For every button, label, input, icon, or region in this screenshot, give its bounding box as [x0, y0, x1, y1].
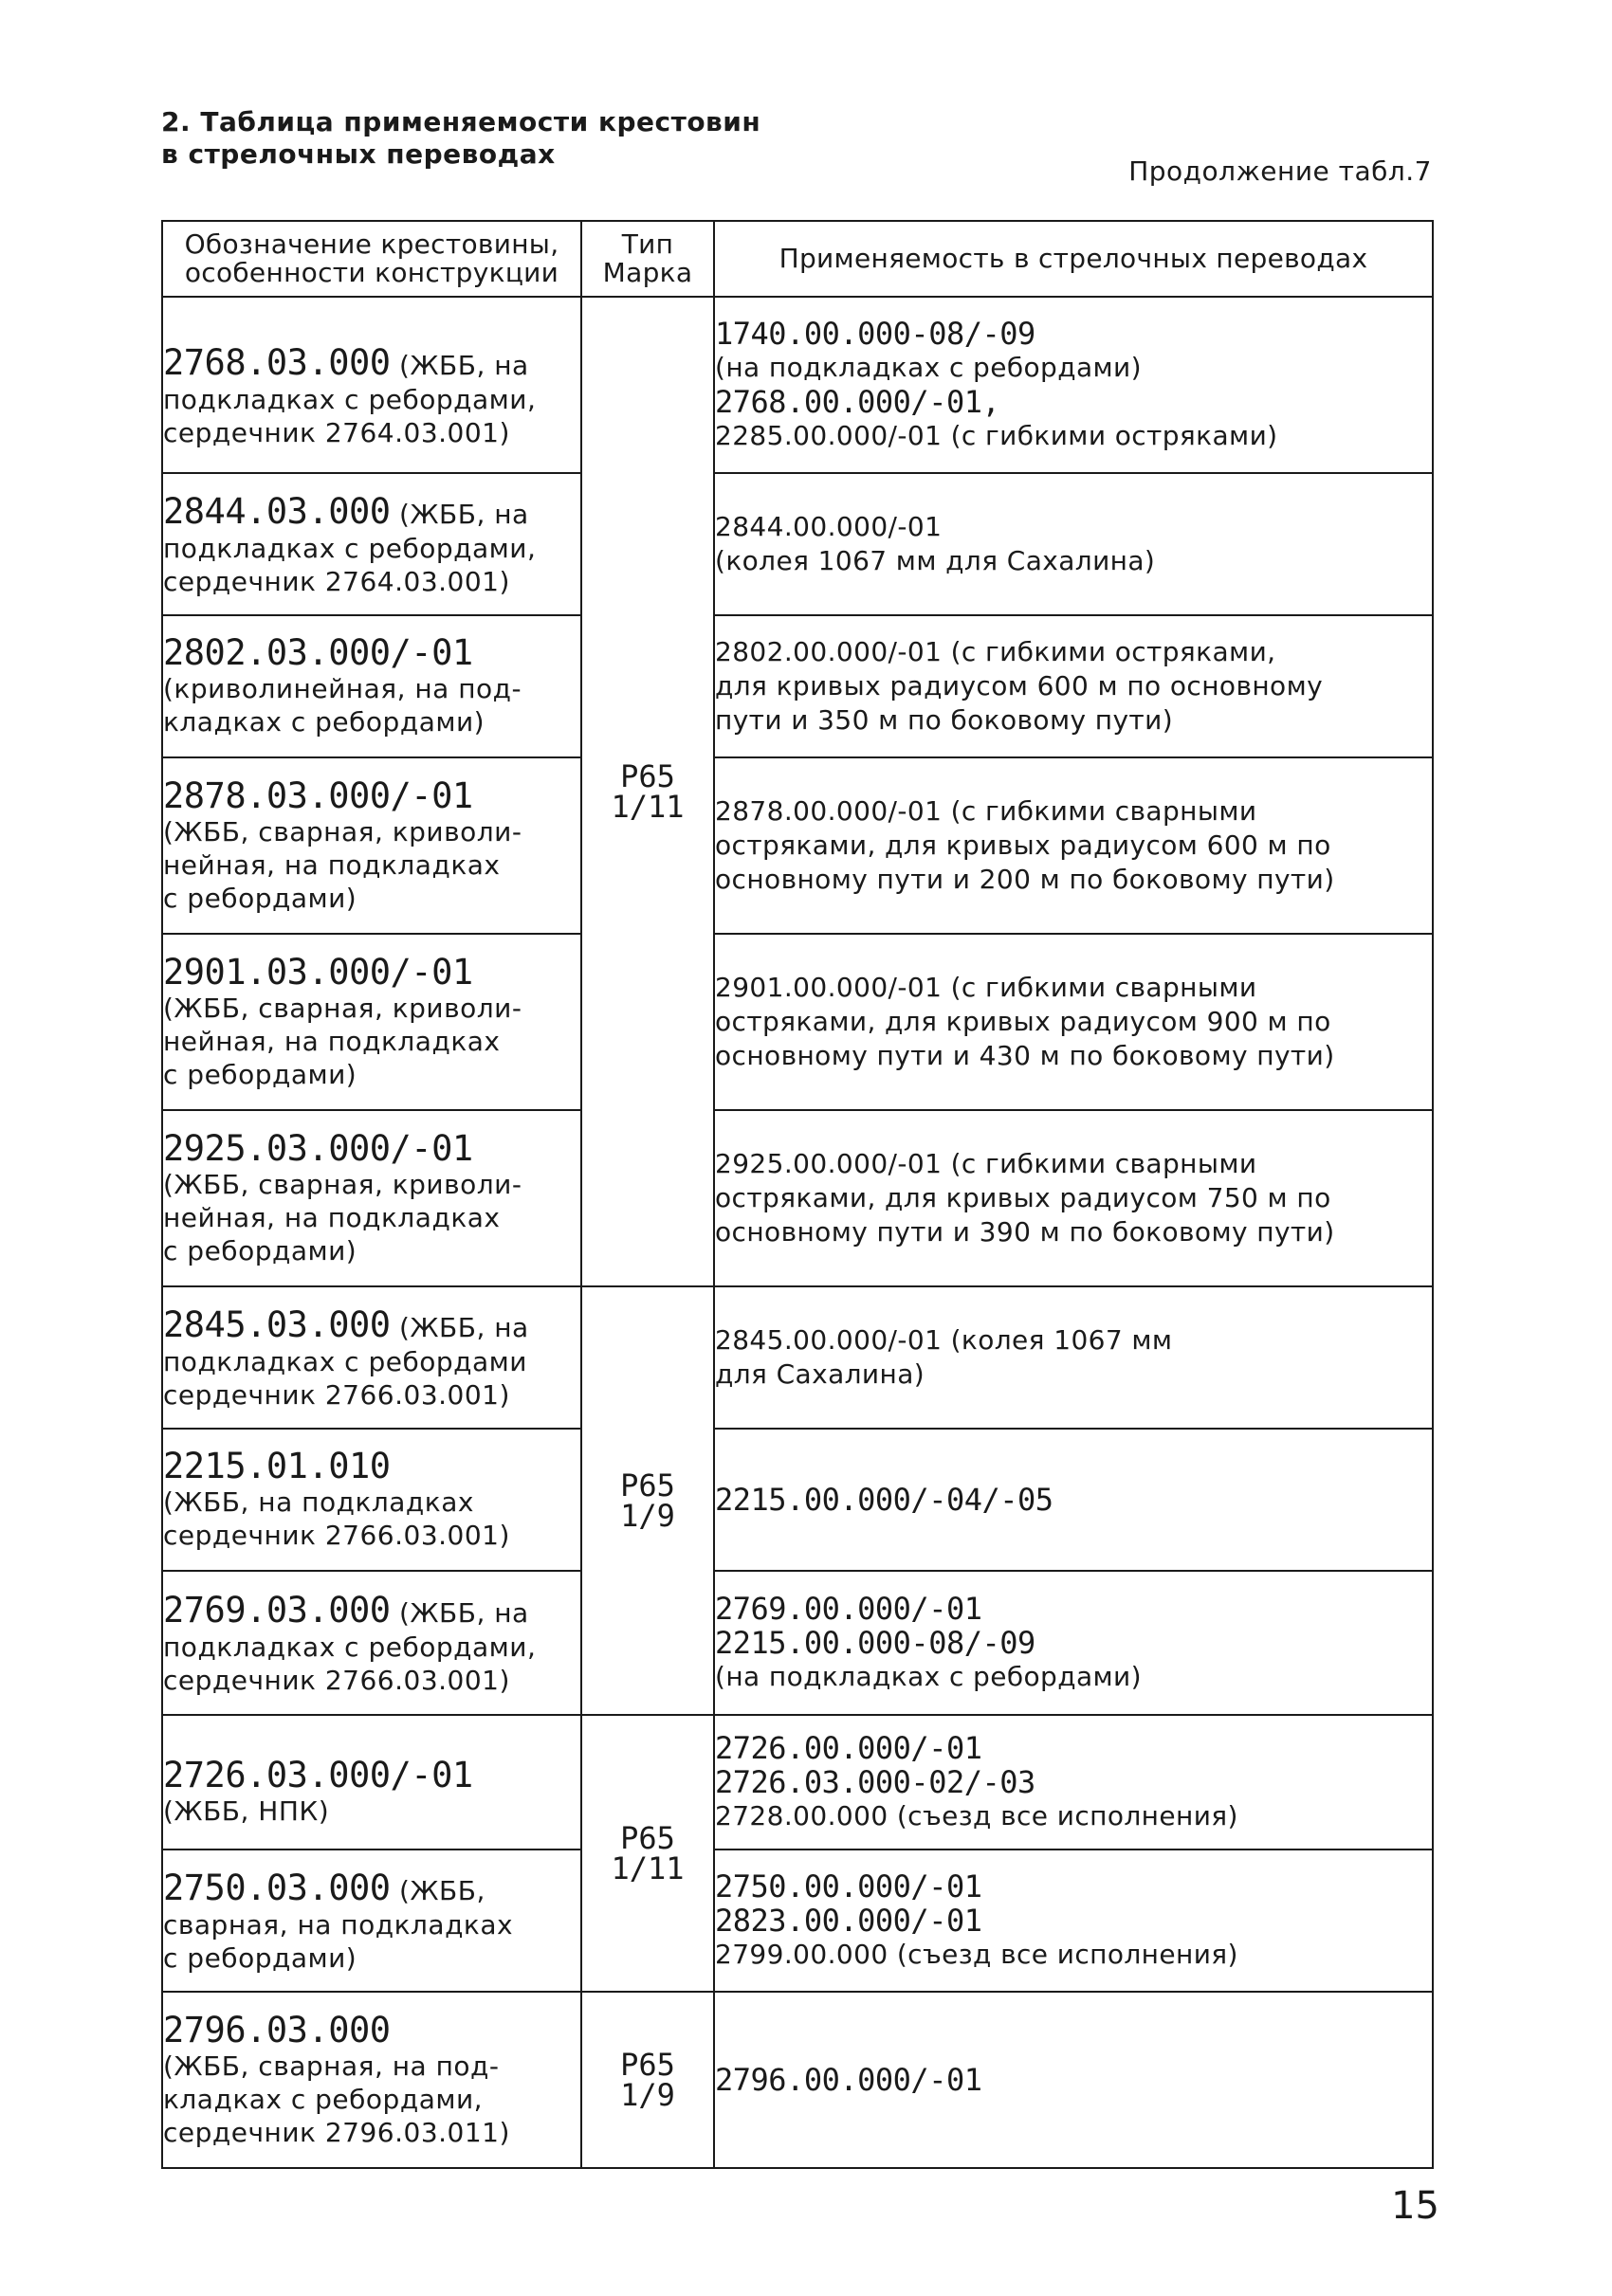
- section-heading-line-2: в стрелочных переводах: [161, 138, 556, 170]
- applicability-cell: [714, 473, 1433, 615]
- applicability-line: пути и 350 м по боковому пути): [715, 704, 1174, 736]
- type-grade-cell: [581, 1992, 714, 2168]
- header-designation: [162, 221, 581, 297]
- applicability-line: 2215.00.000-08/-09: [715, 1625, 1035, 1661]
- crossing-applicability-table: [161, 220, 1434, 2169]
- designation-cell: [162, 934, 581, 1110]
- applicability-line: 2925.00.000/-01 (с гибкими сварными: [715, 1148, 1257, 1179]
- crossing-grade: 1/11: [611, 789, 685, 825]
- crossing-code-suffix: (ЖББ,: [390, 1874, 485, 1906]
- applicability-line: 2901.00.000/-01 (с гибкими сварными: [715, 972, 1257, 1003]
- rail-type: Р65: [620, 2047, 675, 2083]
- applicability-line: 2823.00.000/-01: [715, 1903, 982, 1939]
- applicability-line: 2726.00.000/-01: [715, 1730, 982, 1766]
- applicability-line: 2285.00.000/-01 (с гибкими остряками): [715, 420, 1278, 451]
- applicability-line: 2750.00.000/-01: [715, 1868, 982, 1904]
- crossing-code-suffix: (ЖББ, на: [390, 349, 529, 381]
- applicability-line: для Сахалина): [715, 1358, 925, 1390]
- table-row: [162, 1110, 1433, 1286]
- applicability-line: 1740.00.000-08/-09: [715, 316, 1035, 352]
- applicability-line: (колея 1067 мм для Сахалина): [715, 545, 1156, 576]
- crossing-grade: 1/11: [611, 1850, 685, 1886]
- crossing-code-suffix: (ЖББ, на: [390, 1311, 529, 1343]
- applicability-line: основному пути и 200 м по боковому пути): [715, 864, 1335, 895]
- header-type-line-2: Марка: [602, 257, 693, 288]
- crossing-code: 2769.03.000: [163, 1589, 391, 1631]
- table-row: [162, 1571, 1433, 1715]
- applicability-line: 2845.00.000/-01 (колея 1067 мм: [715, 1324, 1173, 1356]
- designation-cell: [162, 615, 581, 757]
- table-row: [162, 297, 1433, 473]
- applicability-cell: [714, 1715, 1433, 1850]
- table-row: [162, 757, 1433, 934]
- designation-cell: [162, 757, 581, 934]
- crossing-code: 2796.03.000: [163, 2009, 391, 2050]
- table-row: [162, 473, 1433, 615]
- table-row: [162, 1715, 1433, 1850]
- designation-cell: [162, 297, 581, 473]
- crossing-code: 2750.03.000: [163, 1867, 391, 1908]
- crossing-code: 2901.03.000/-01: [163, 951, 473, 993]
- section-heading: [161, 106, 760, 171]
- applicability-line: 2769.00.000/-01: [715, 1591, 982, 1627]
- designation-cell: [162, 1429, 581, 1571]
- description-line: с ребордами): [163, 1234, 357, 1266]
- description-line: (ЖББ, сварная, криволи-: [163, 815, 522, 847]
- table-row: [162, 934, 1433, 1110]
- header-applicability: Применяемость в стрелочных переводах: [714, 221, 1433, 297]
- table-row: [162, 1850, 1433, 1992]
- crossing-code: 2768.03.000: [163, 341, 391, 383]
- applicability-line: 2796.00.000/-01: [715, 2062, 982, 2098]
- crossing-code: 2845.03.000: [163, 1303, 391, 1345]
- description-line: сердечник 2766.03.001): [163, 1378, 510, 1411]
- header-type: [581, 221, 714, 297]
- table-row: [162, 1286, 1433, 1429]
- applicability-line: 2844.00.000/-01: [715, 511, 943, 542]
- header-type-line-1: Тип: [621, 228, 674, 260]
- description-line: сварная, на подкладках: [163, 1908, 514, 1941]
- rail-type: Р65: [620, 1467, 675, 1503]
- description-line: с ребордами): [163, 1058, 357, 1090]
- rail-type: Р65: [620, 758, 675, 794]
- crossing-grade: 1/9: [620, 2077, 675, 2113]
- type-grade-cell: [581, 1715, 714, 1992]
- applicability-line: остряками, для кривых радиусом 900 м по: [715, 1006, 1331, 1037]
- description-line: кладках с ребордами,: [163, 2083, 484, 2115]
- table-continuation-label: Продолжение табл.7: [1128, 155, 1432, 187]
- description-line: нейная, на подкладках: [163, 1201, 501, 1233]
- applicability-line: 2799.00.000 (съезд все исполнения): [715, 1939, 1238, 1970]
- designation-cell: [162, 1992, 581, 2168]
- crossing-grade: 1/9: [620, 1498, 675, 1534]
- crossing-code-suffix: (ЖББ, на: [390, 498, 529, 530]
- designation-cell: [162, 1110, 581, 1286]
- designation-cell: [162, 1571, 581, 1715]
- description-line: сердечник 2766.03.001): [163, 1664, 510, 1696]
- type-grade-cell: [581, 1286, 714, 1715]
- designation-cell: [162, 1715, 581, 1850]
- applicability-line: 2726.03.000-02/-03: [715, 1764, 1035, 1800]
- header-designation-line-2: особенности конструкции: [184, 257, 559, 288]
- applicability-line: основному пути и 430 м по боковому пути): [715, 1040, 1335, 1071]
- applicability-cell: [714, 1110, 1433, 1286]
- applicability-line: остряками, для кривых радиусом 750 м по: [715, 1182, 1331, 1213]
- description-line: (ЖББ, сварная, на под-: [163, 2050, 500, 2082]
- applicability-cell: [714, 297, 1433, 473]
- table-header-row: [162, 221, 1433, 297]
- applicability-cell: [714, 1850, 1433, 1992]
- applicability-cell: [714, 1571, 1433, 1715]
- description-line: подкладках с ребордами,: [163, 532, 537, 564]
- applicability-line: 2728.00.000 (съезд все исполнения): [715, 1800, 1238, 1831]
- description-line: подкладках с ребордами,: [163, 383, 537, 415]
- description-line: кладках с ребордами): [163, 706, 485, 738]
- applicability-cell: [714, 1992, 1433, 2168]
- description-line: нейная, на подкладках: [163, 848, 501, 881]
- applicability-cell: [714, 757, 1433, 934]
- description-line: с ребордами): [163, 882, 357, 914]
- description-line: с ребордами): [163, 1941, 357, 1974]
- description-line: сердечник 2764.03.001): [163, 565, 510, 597]
- designation-cell: [162, 1850, 581, 1992]
- description-line: подкладках с ребордами: [163, 1345, 527, 1377]
- applicability-cell: [714, 1429, 1433, 1571]
- applicability-line: (на подкладках с ребордами): [715, 1661, 1142, 1692]
- applicability-line: основному пути и 390 м по боковому пути): [715, 1216, 1335, 1248]
- description-line: подкладках с ребордами,: [163, 1631, 537, 1663]
- description-line: нейная, на подкладках: [163, 1025, 501, 1057]
- crossing-code: 2802.03.000/-01: [163, 632, 473, 673]
- designation-cell: [162, 1286, 581, 1429]
- description-line: сердечник 2796.03.011): [163, 2116, 510, 2148]
- applicability-line: 2768.00.000/-01,: [715, 384, 1000, 420]
- description-line: сердечник 2764.03.001): [163, 416, 510, 448]
- description-line: (ЖББ, сварная, криволи-: [163, 1168, 522, 1200]
- applicability-line: для кривых радиусом 600 м по основному: [715, 670, 1324, 702]
- applicability-line: (на подкладках с ребордами): [715, 352, 1142, 383]
- header-designation-line-1: Обозначение крестовины,: [184, 228, 559, 260]
- applicability-cell: [714, 615, 1433, 757]
- description-line: сердечник 2766.03.001): [163, 1520, 510, 1551]
- description-line: (ЖББ, НПК): [163, 1795, 330, 1827]
- designation-cell: [162, 473, 581, 615]
- crossing-code-suffix: (ЖББ, на: [390, 1596, 529, 1629]
- page-number: 15: [1391, 2184, 1439, 2228]
- crossing-code: 2925.03.000/-01: [163, 1127, 473, 1169]
- type-grade-cell: [581, 297, 714, 1286]
- applicability-cell: [714, 1286, 1433, 1429]
- table-row: [162, 1429, 1433, 1571]
- table-row: [162, 615, 1433, 757]
- description-line: (ЖББ, сварная, криволи-: [163, 992, 522, 1024]
- applicability-line: 2802.00.000/-01 (с гибкими остряками,: [715, 636, 1276, 667]
- crossing-code: 2878.03.000/-01: [163, 774, 473, 816]
- table-row: [162, 1992, 1433, 2168]
- description-line: (криволинейная, на под-: [163, 673, 522, 704]
- applicability-line: 2878.00.000/-01 (с гибкими сварными: [715, 795, 1257, 827]
- rail-type: Р65: [620, 1820, 675, 1856]
- crossing-code: 2844.03.000: [163, 490, 391, 532]
- applicability-line: остряками, для кривых радиусом 600 м по: [715, 829, 1331, 861]
- crossing-code: 2215.01.010: [163, 1446, 391, 1486]
- crossing-code: 2726.03.000/-01: [163, 1754, 473, 1795]
- section-heading-line-1: 2. Таблица применяемости крестовин: [161, 106, 761, 137]
- applicability-cell: [714, 934, 1433, 1110]
- applicability-line: 2215.00.000/-04/-05: [715, 1482, 1053, 1518]
- description-line: (ЖББ, на подкладках: [163, 1486, 474, 1518]
